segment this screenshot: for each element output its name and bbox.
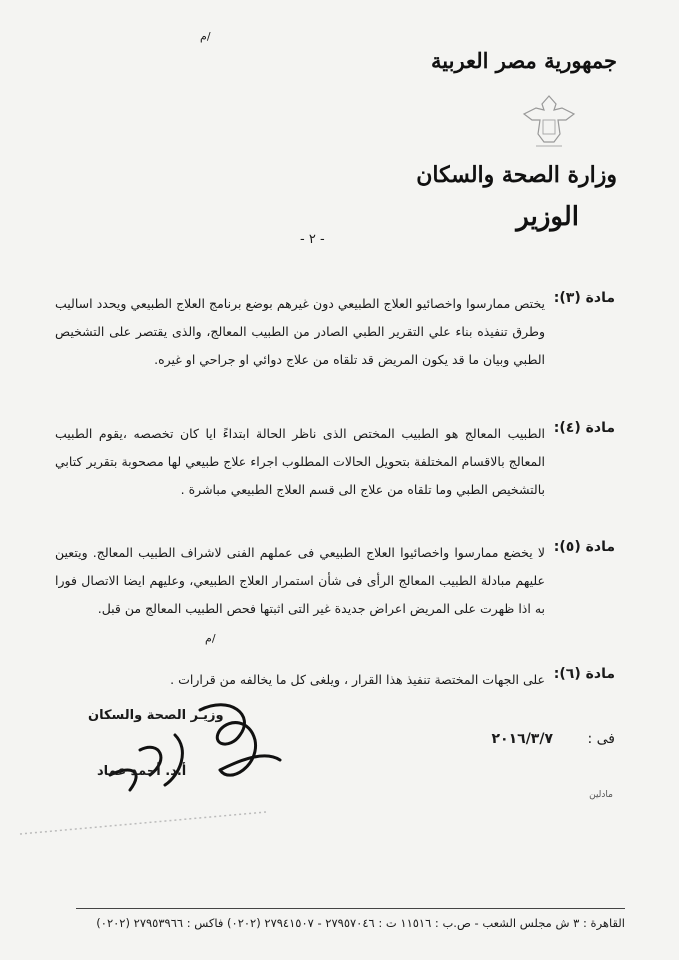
page-number: - ٢ - — [300, 232, 325, 247]
ministry-heading: وزارة الصحة والسكان — [416, 162, 617, 188]
article-5 — [55, 539, 615, 623]
date-label: فى : — [587, 731, 615, 747]
article-label: مادة (٣): — [553, 290, 615, 306]
article-text: الطبيب المعالج هو الطبيب المختص الذى ناظر الحالة ابتداءً ايا كان تخصصه ،يقوم الطبيب المعالج بالاقسام المختلفة بتحويل الحالات المطلوب اجراء علاج طبيعي لها مصحوبة بتقرير كتابي بالتشخيص الطبي وما تلقاه من علاج الى قسم العلاج الطبيعي مباشرة . — [55, 426, 545, 497]
signatory-title: وزيـر الصحة والسكان — [88, 708, 224, 723]
signatory-name: أ.د. أحمد عماد — [97, 764, 187, 779]
top-mark: م/ — [200, 30, 211, 43]
article-3 — [55, 290, 615, 374]
article-label: مادة (٤): — [553, 420, 615, 436]
handwritten-signature — [80, 690, 310, 800]
minister-heading: الوزير — [516, 202, 579, 232]
date-value: ٢٠١٦/٣/٧ — [491, 731, 554, 747]
article-text: يختص ممارسوا واخصائيو العلاج الطبيعي دون غيرهم بوضع برنامج العلاج الطبيعي ويحدد اساليب وطرق تنفيذه بناء علي التقرير الطبي الصادر من الطبيب المعالج، والذى يقتصر على التشخيص الطبي وبيان ما قد يكون المريض قد تلقاه من علاج دوائي او جراحي او غيره. — [55, 296, 545, 367]
article-text: على الجهات المختصة تنفيذ هذا القرار ، ويلغى كل ما يخالفه من قرارات . — [170, 672, 545, 687]
article-label: مادة (٦): — [553, 666, 615, 682]
footer-address: القاهرة : ٣ ش مجلس الشعب - ص.ب : ١١٥١٦ ت : ٢٧٩٥٧٠٤٦ - ٢٧٩٤١٥٠٧ (٠٢٠٢) فاكس : ٢٧٩٥٣٩٦٦ (٠٢٠٢) — [96, 916, 625, 930]
article-4 — [55, 420, 615, 504]
decree-date — [492, 731, 615, 747]
mid-mark: م/ — [205, 632, 216, 645]
article-text: لا يخضع ممارسوا واخصائيوا العلاج الطبيعي فى عملهم الفنى لاشراف الطبيب المعالج. ويتعين عليهم مبادلة الطبيب المعالج الرأى فى شأن استمرار العلاج الطبيعي، وعليهم ايضا الاتصال فورا به اذا ظهرت على المريض اعراض جديدة غير التى اثبتها فحص الطبيب المعالج من قبل. — [55, 545, 545, 616]
typist-reference: مادلين — [589, 790, 613, 800]
eagle-emblem-icon — [514, 90, 584, 152]
country-heading: جمهورية مصر العربية — [431, 48, 617, 73]
stamp-trace — [18, 808, 268, 838]
footer-divider — [76, 908, 625, 909]
article-label: مادة (٥): — [553, 539, 615, 555]
